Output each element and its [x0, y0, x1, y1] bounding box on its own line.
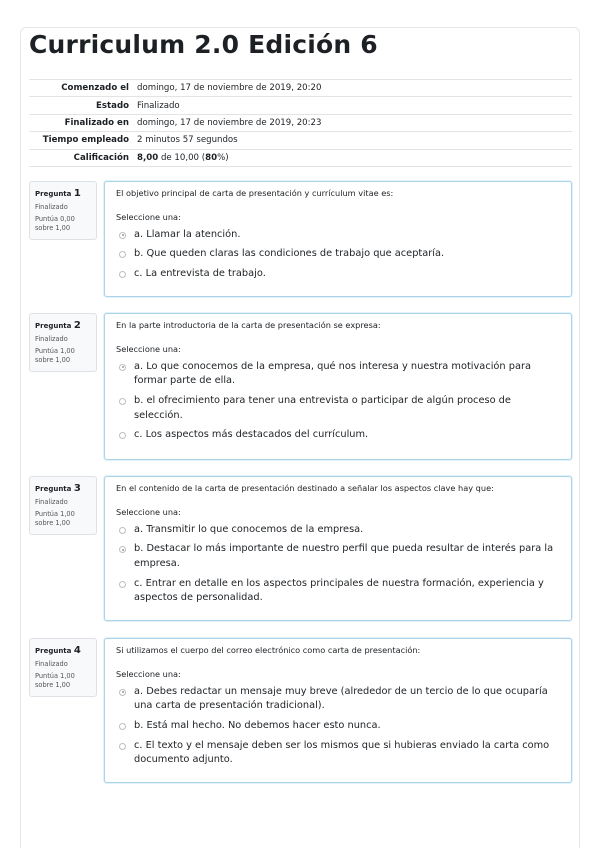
question-prompt: Seleccione una: — [116, 506, 181, 517]
answer-option-c[interactable] — [116, 267, 561, 282]
radio-icon[interactable] — [119, 743, 126, 750]
question-prompt: Seleccione una: — [116, 668, 181, 679]
summary-value: 2 minutos 57 segundos — [137, 135, 238, 146]
option-label: b. Destacar lo más importante de nuestro perfil que pueda resultar de interés para la empresa. — [134, 543, 554, 570]
grade-score: 8,00 — [137, 152, 159, 163]
summary-value: Finalizado — [137, 100, 180, 111]
summary-row-grade — [29, 149, 572, 166]
radio-selected-icon[interactable] — [119, 689, 126, 696]
answer-option-c[interactable] — [116, 428, 561, 443]
question-state: Finalizado — [35, 659, 68, 668]
question-prompt: Seleccione una: — [116, 343, 181, 354]
radio-selected-icon[interactable] — [119, 364, 126, 371]
summary-row-time — [29, 132, 572, 149]
answer-option-b[interactable] — [116, 719, 561, 734]
summary-value: domingo, 17 de noviembre de 2019, 20:20 — [137, 83, 322, 94]
answer-options — [116, 228, 561, 282]
answer-option-c[interactable] — [116, 577, 561, 606]
question-info — [29, 313, 97, 372]
question-grade: Puntúa 1,00 sobre 1,00 — [35, 510, 75, 528]
grade-out-of: de 10,00 ( — [158, 152, 206, 163]
option-label: c. El texto y el mensaje deben ser los mismos que si hubieras enviado la carta como documento adjunto. — [134, 739, 550, 766]
question-info — [29, 476, 97, 535]
page-title: Curriculum 2.0 Edición 6 — [29, 30, 378, 59]
question-grade: Puntúa 0,00 sobre 1,00 — [35, 215, 75, 233]
answer-option-b[interactable] — [116, 247, 561, 262]
summary-row-state — [29, 97, 572, 114]
question-text: El objetivo principal de carta de presentación y currículum vitae es: — [116, 188, 394, 198]
radio-selected-icon[interactable] — [119, 232, 126, 239]
option-label: a. Lo que conocemos de la empresa, qué nos interesa y nuestra motivación para formar parte de ella. — [134, 360, 531, 387]
question-info — [29, 638, 97, 697]
summary-label: Comenzado el — [61, 83, 129, 94]
radio-icon[interactable] — [119, 271, 126, 278]
question-state: Finalizado — [35, 334, 68, 343]
option-label: c. Entrar en detalle en los aspectos principales de nuestra formación, experiencia y aspectos de personalidad. — [134, 577, 544, 604]
grade-percent-suffix: %) — [217, 152, 229, 163]
option-label: a. Debes redactar un mensaje muy breve (alrededor de un tercio de lo que ocuparía una carta de presentación tradicional). — [134, 685, 548, 712]
summary-label: Estado — [96, 100, 129, 111]
answer-options — [116, 523, 561, 606]
summary-row-started — [29, 80, 572, 97]
radio-icon[interactable] — [119, 432, 126, 439]
question-info — [29, 181, 97, 240]
answer-options — [116, 685, 561, 768]
summary-value: domingo, 17 de noviembre de 2019, 20:23 — [137, 117, 322, 128]
option-label: b. Está mal hecho. No debemos hacer esto nunca. — [134, 720, 381, 732]
radio-icon[interactable] — [119, 723, 126, 730]
option-label: b. el ofrecimiento para tener una entrevista o participar de algún proceso de selección. — [134, 395, 511, 421]
radio-selected-icon[interactable] — [119, 546, 126, 553]
question-content — [104, 638, 572, 783]
question-number: Pregunta 3 — [35, 483, 81, 494]
radio-icon[interactable] — [119, 527, 126, 534]
question-grade: Puntúa 1,00 sobre 1,00 — [35, 347, 75, 365]
question-number: Pregunta 4 — [35, 645, 81, 656]
summary-row-finished — [29, 114, 572, 131]
answer-option-a[interactable] — [116, 360, 561, 389]
answer-option-a[interactable] — [116, 228, 561, 243]
answer-option-b[interactable] — [116, 394, 561, 423]
answer-option-b[interactable] — [116, 542, 561, 571]
option-label: a. Llamar la atención. — [134, 228, 241, 240]
summary-value — [135, 149, 572, 166]
question-state: Finalizado — [35, 202, 68, 211]
question-text: En el contenido de la carta de presentación destinado a señalar los aspectos clave hay que: — [116, 483, 494, 493]
summary-label: Tiempo empleado — [42, 135, 129, 146]
grade-percent: 80 — [205, 152, 218, 163]
radio-icon[interactable] — [119, 251, 126, 258]
option-label: c. La entrevista de trabajo. — [134, 268, 266, 280]
option-label: c. Los aspectos más destacados del currículum. — [134, 429, 369, 441]
question-text: En la parte introductoria de la carta de presentación se expresa: — [116, 320, 381, 330]
summary-label: Calificación — [73, 152, 129, 163]
question-number: Pregunta 1 — [35, 188, 81, 199]
question-number: Pregunta 2 — [35, 320, 81, 331]
question-grade: Puntúa 1,00 sobre 1,00 — [35, 672, 75, 690]
answer-options — [116, 360, 561, 443]
answer-option-a[interactable] — [116, 523, 561, 538]
question-content — [104, 476, 572, 621]
question-text: Si utilizamos el cuerpo del correo electrónico como carta de presentación: — [116, 645, 421, 655]
summary-label: Finalizado en — [64, 117, 129, 128]
answer-option-a[interactable] — [116, 685, 561, 714]
question-content — [104, 313, 572, 460]
question-prompt: Seleccione una: — [116, 211, 181, 222]
option-label: a. Transmitir lo que conocemos de la empresa. — [134, 523, 364, 535]
radio-icon[interactable] — [119, 398, 126, 405]
attempt-summary-table — [29, 79, 572, 167]
answer-option-c[interactable] — [116, 739, 561, 768]
question-content — [104, 181, 572, 297]
question-state: Finalizado — [35, 497, 68, 506]
option-label: b. Que queden claras las condiciones de trabajo que aceptaría. — [134, 248, 445, 260]
radio-icon[interactable] — [119, 581, 126, 588]
